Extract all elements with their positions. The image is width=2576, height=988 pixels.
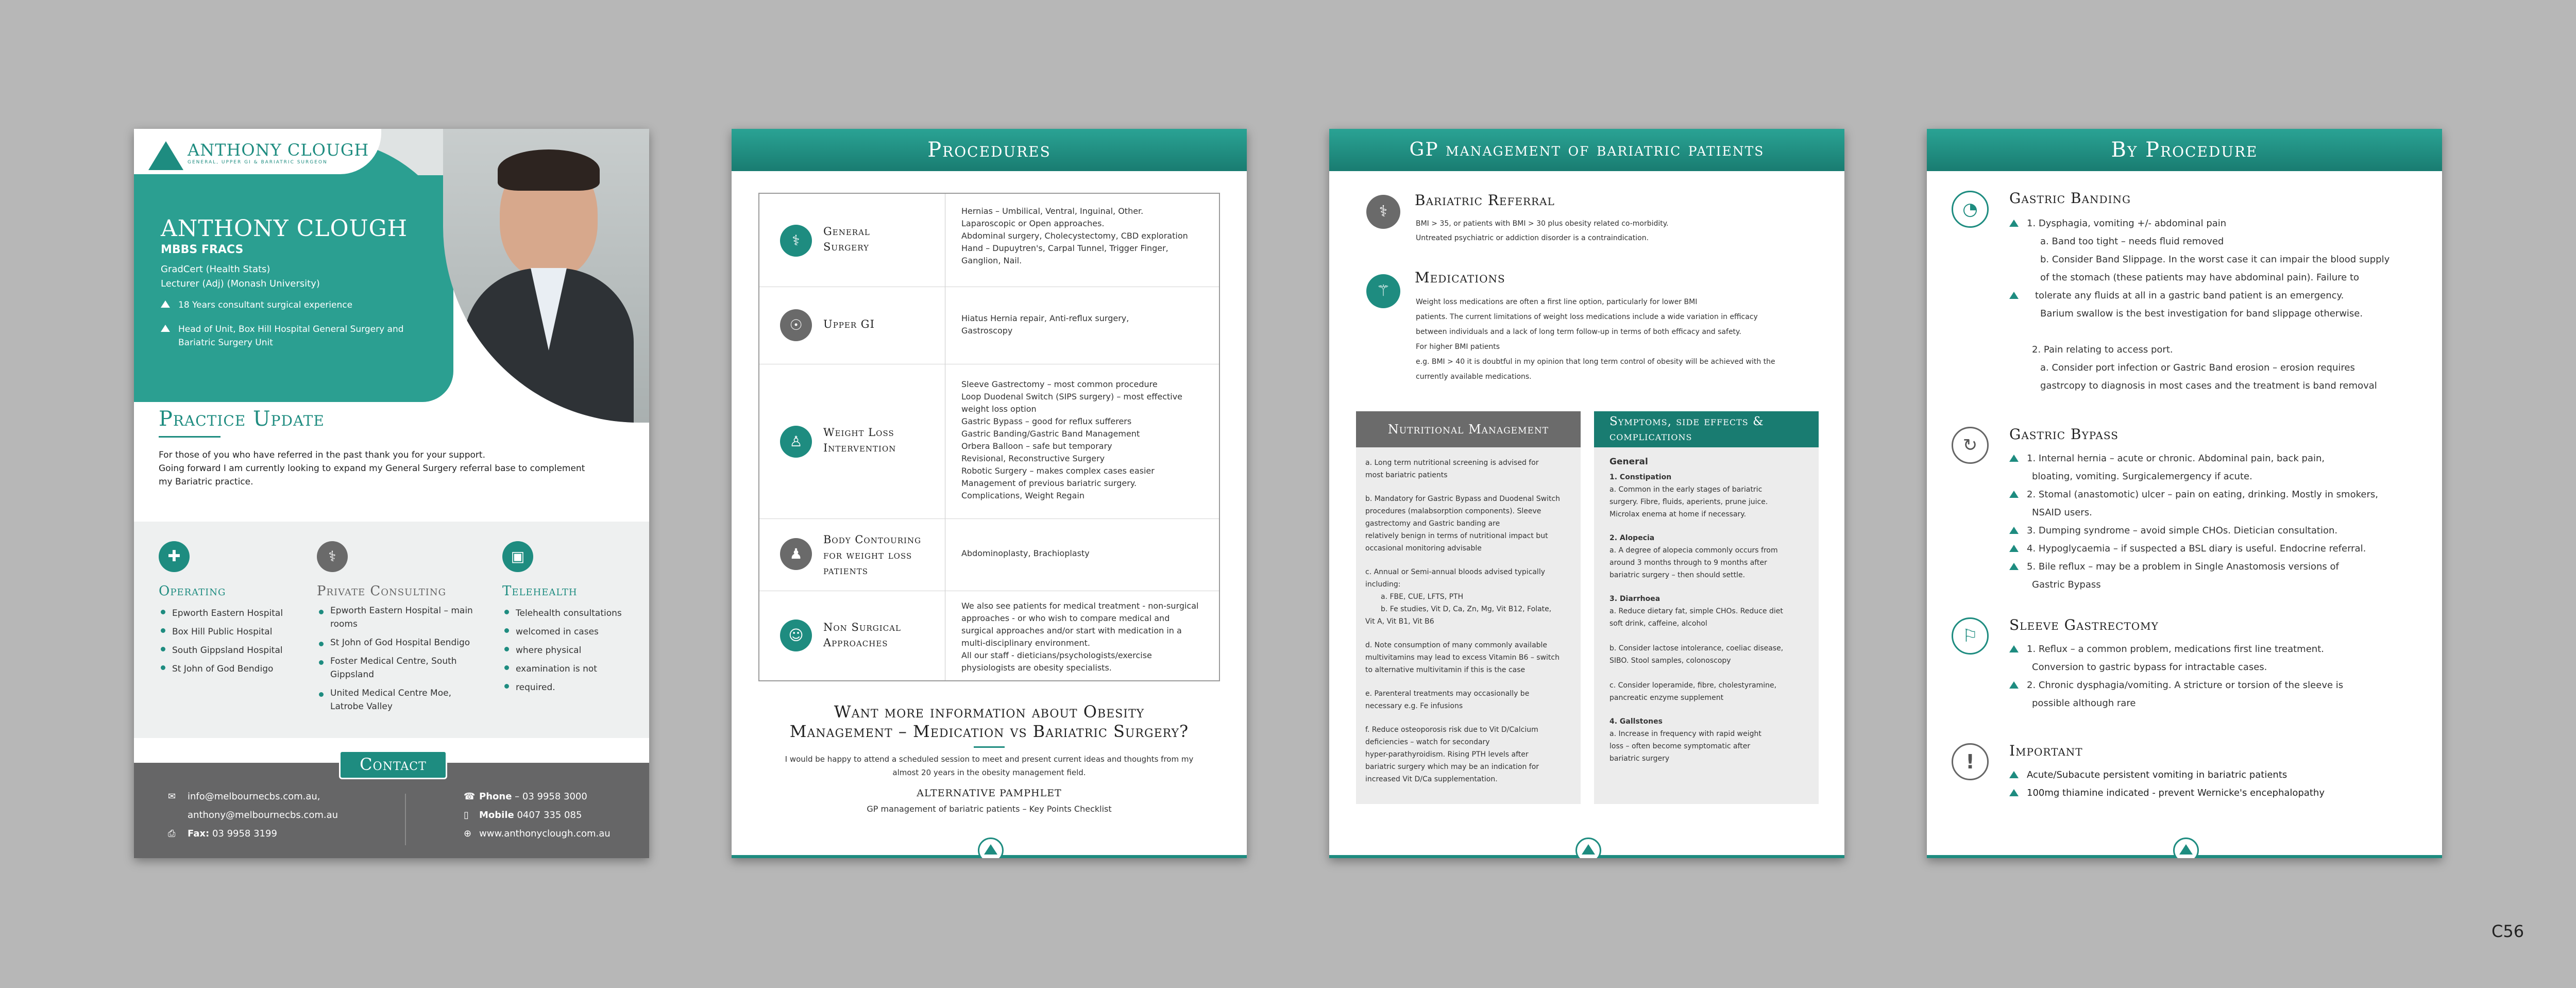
- table-row: [759, 287, 1219, 364]
- update-line-2: Going forward I am currently looking to expand my General Surgery referral base to complement: [159, 463, 585, 474]
- sleeve-body: 1. Reflux – a common problem, medications first line treatment. Conversion to gastric bypass for intractable cases. 2. Chronic dysphagia/vomiting. A stricture or torsion of the sleeve is possible although rare: [2009, 640, 2432, 712]
- list-item: Foster Medical Centre, South Gippsland: [317, 655, 487, 681]
- footer-logo-icon: [1575, 838, 1601, 858]
- nutrition-panel: [1356, 411, 1581, 804]
- bullet-tri-icon: [2009, 491, 2019, 498]
- tri-icon: [161, 325, 170, 332]
- list-item: Epworth Eastern Hospital – main rooms: [317, 604, 487, 631]
- nutrition-title: Nutritional Management: [1356, 411, 1581, 447]
- medications-icon: ⚚: [1366, 274, 1400, 308]
- consulting-list: [317, 604, 487, 713]
- sleeve-icon: ⚐: [1952, 617, 1989, 655]
- important-body: Acute/Subacute persistent vomiting in bariatric patients 100mg thiamine indicated - prevent Wernicke's encephalopathy: [2009, 766, 2432, 802]
- logo-box: [134, 129, 381, 174]
- globe-icon: ⊕: [464, 828, 472, 839]
- email-2[interactable]: anthony@melbournecbs.com.au: [188, 810, 338, 820]
- bullet-tri-icon: [2009, 563, 2019, 570]
- bypass-icon: ↻: [1952, 427, 1989, 464]
- col-private-consulting: [317, 541, 487, 713]
- bullet-tri-icon: [2009, 771, 2019, 778]
- nutrition-body: [1356, 447, 1581, 795]
- footer-logo-icon: [978, 838, 1004, 858]
- sym-section: 2. Alopecia a. A degree of alopecia commonly occurs from around 3 months through to 9 months after bariatric surgery – then should settle.: [1609, 534, 1778, 579]
- col-title-private: Private Consulting: [317, 583, 446, 599]
- fax-label: Fax:: [188, 828, 210, 839]
- page-by-procedure: [1927, 129, 2442, 858]
- page-gp-management: [1329, 129, 1844, 858]
- symptoms-panel: [1594, 411, 1819, 804]
- list-item: where physical: [502, 641, 641, 660]
- nut-para: a. Long term nutritional screening is advised for most bariatric patients: [1365, 459, 1539, 479]
- contact-left: [168, 788, 338, 843]
- phone-number[interactable]: – 03 9958 3000: [515, 791, 587, 802]
- bullet-tri-icon: [2009, 220, 2019, 227]
- page-title: By Procedure: [2111, 138, 2258, 162]
- bullet-tri-icon: [2009, 545, 2019, 552]
- sym-section: 4. Gallstones a. Increase in frequency with rapid weight loss – often become symptomatic after bariatric surgery: [1609, 717, 1761, 763]
- referral-text: BMI > 35, or patients with BMI > 30 plus obesity related co-morbidity. Untreated psychiatric or addiction disorder is a contraindication.: [1416, 220, 1669, 242]
- bullet-tri-icon: [2009, 455, 2019, 462]
- website-link[interactable]: www.anthonyclough.com.au: [479, 828, 611, 839]
- list-item: Epworth Eastern Hospital: [159, 604, 308, 623]
- practice-update-title: Practice Update: [159, 407, 325, 431]
- more-info-text: I would be happy to attend a scheduled session to meet and present current ideas and thoughts from my almost 20 years in the obesity management field.: [785, 755, 1194, 777]
- procedures-table: [758, 193, 1220, 681]
- phone-label: Phone: [479, 791, 512, 802]
- mobile-number[interactable]: 0407 335 085: [517, 810, 582, 820]
- nut-para: b. Mandatory for Gastric Bypass and Duodenal Switch procedures (malabsorption components). Sleeve gastrectomy and Gastric banding are relatively benign in terms of nutritional impact but occasional monitoring advisable: [1365, 495, 1561, 552]
- row-detail: Hernias – Umbilical, Ventral, Inguinal, Other. Laparoscopic or Open approaches. Abdominal surgery, Cholecystectomy, CBD exploration Hand – Dupuytren's, Carpal Tunnel, Trigger Finger, Ganglion, Nail.: [961, 206, 1188, 265]
- hospital-icon: ✚: [159, 541, 190, 572]
- list-item: South Gippsland Hospital: [159, 641, 308, 660]
- bullet-tri-icon: [2009, 789, 2019, 796]
- doctor-quals: MBBS FRACS: [161, 243, 244, 256]
- table-row: [759, 591, 1219, 680]
- bullet-tri-icon: [2009, 292, 2019, 299]
- sleeve-title: Sleeve Gastrectomy: [2009, 616, 2159, 633]
- row-detail: Sleeve Gastrectomy – most common procedure Loop Duodenal Switch (SIPS surgery) – most effective weight loss option Gastric Bypass – good for reflux sufferers Gastric Banding/Gastric Band Management Orbera Balloon – safe but temporary Revisional, Reconstructive Surgery Robotic Surgery – makes complex cases easier Management of previous bariatric surgery. Complications, Weight Regain: [961, 379, 1183, 500]
- doctor-lecturer: Lecturer (Adj) (Monash University): [161, 278, 320, 289]
- update-line-1: For those of you who have referred in the past thank you for your support.: [159, 450, 485, 460]
- banding-title: Gastric Banding: [2009, 190, 2131, 207]
- alt-pamphlet-title: ALTERNATIVE PAMPHLET: [917, 788, 1062, 799]
- col-title-operating: Operating: [159, 583, 226, 599]
- bullet-tri-icon: [2009, 681, 2019, 689]
- email-1[interactable]: info@melbournecbs.com.au,: [188, 791, 320, 802]
- medications-text: Weight loss medications are often a first line option, particularly for lower BMI patients. The current limitations of weight loss medications include a wide variation in efficacy between individuals and a lack of long term follow-up in terms of both efficacy and safety. For higher BMI patients e.g. BMI > 40 it is doubtful in my opinion that long term control of obesity will be achieved with the currently available medications.: [1416, 298, 1775, 381]
- non-surgical-icon: ☺: [780, 619, 812, 651]
- nut-para: f. Reduce osteoporosis risk due to Vit D/Calcium deficiencies – watch for secondary hyper-parathyroidism. Rising PTH levels after bariatric surgery which may be an indication for increased Vit D/Ca supplementation.: [1365, 726, 1539, 783]
- bullet-tri-icon: [2009, 527, 2019, 534]
- contact-right: [464, 788, 611, 843]
- table-row: [759, 518, 1219, 591]
- list-item: Box Hill Public Hospital: [159, 623, 308, 641]
- nut-para: d. Note consumption of many commonly available multivitamins may lead to excess Vitamin B6 – switch to alternative multivitamin if this is the case: [1365, 641, 1560, 674]
- bullet-tri-icon: [2009, 645, 2019, 652]
- more-info-rule: [974, 746, 1005, 748]
- photo-panel: [443, 129, 649, 423]
- row-name: Body Contouring for weight loss patients: [823, 533, 922, 577]
- logo-icon: [148, 141, 183, 170]
- row-name: Non Surgical Approaches: [823, 621, 901, 649]
- body-contouring-icon: ♟: [780, 538, 812, 570]
- col-title-telehealth: Telehealth: [502, 583, 578, 599]
- doctor-name: ANTHONY CLOUGH: [161, 215, 408, 242]
- list-item: required.: [502, 678, 641, 697]
- update-line-3: my Bariatric practice.: [159, 477, 253, 487]
- telehealth-icon: ▣: [502, 541, 533, 572]
- page-code-label: C56: [2492, 922, 2524, 941]
- consulting-icon: ⚕: [317, 541, 348, 572]
- head-text-2: Bariatric Surgery Unit: [178, 338, 273, 348]
- referral-title: Bariatric Referral: [1415, 192, 1555, 209]
- symptoms-title: Symptoms, side effects & complications: [1594, 411, 1819, 447]
- page-title: GP management of bariatric patients: [1409, 139, 1765, 160]
- contact-divider: [405, 794, 406, 845]
- page-procedures: [732, 129, 1247, 858]
- referral-icon: ⚕: [1366, 195, 1400, 229]
- logo-tagline: GENERAL, UPPER GI & BARIATRIC SURGEON: [188, 160, 328, 165]
- col-operating: [159, 541, 308, 678]
- medications-title: Medications: [1415, 269, 1505, 286]
- list-item: welcomed in cases: [502, 623, 641, 641]
- fax-number: 03 9958 3199: [212, 828, 277, 839]
- doctor-grad: GradCert (Health Stats): [161, 264, 270, 275]
- list-item: St John of God Hospital Bendigo: [317, 636, 487, 649]
- nut-para: e. Parenteral treatments may occasionally be necessary e.g. Fe infusions: [1365, 690, 1530, 710]
- page-practice-update: [134, 129, 649, 858]
- mobile-icon: ▯: [464, 810, 469, 820]
- important-icon: !: [1952, 743, 1989, 780]
- telehealth-list: [502, 604, 641, 697]
- update-text: [159, 448, 622, 489]
- fax-icon: ⎙: [168, 828, 176, 839]
- logo-name: ANTHONY CLOUGH: [188, 140, 369, 160]
- list-item: United Medical Centre Moe, Latrobe Valley: [317, 686, 487, 713]
- title-rule: [159, 436, 221, 438]
- col-telehealth: [502, 541, 641, 697]
- line: tolerate any fluids at all in a gastric band patient is an emergency.: [2009, 287, 2432, 305]
- row-name: General Surgery: [823, 225, 870, 253]
- head-line: [161, 323, 404, 349]
- line: 1. Dysphagia, vomiting +/- abdominal pain: [2009, 214, 2432, 232]
- bypass-title: Gastric Bypass: [2009, 426, 2119, 443]
- list-item: Telehealth consultations: [502, 604, 641, 623]
- row-detail: Abdominoplasty, Brachioplasty: [961, 548, 1090, 558]
- row-detail: We also see patients for medical treatment - non-surgical approaches - or who wish to compare medical and surgical approaches and/or start with medication in a multi-disciplinary environment. All our staff - dieticians/psychologists/exercise physiologists are obesity specialists.: [961, 601, 1199, 673]
- head-text-1: Head of Unit, Box Hill Hospital General Surgery and: [178, 324, 404, 334]
- row-name: Weight Loss Intervention: [823, 426, 896, 454]
- mail-icon: ✉: [168, 791, 176, 802]
- row-name: Upper GI: [823, 318, 875, 330]
- banding-body: 1. Dysphagia, vomiting +/- abdominal pain a. Band too tight – needs fluid removed b. Consider Band Slippage. In the worst case it can impair the blood supply of the stomach (these patients may have abdominal pain). Failure to tolerate any fluids at all in a gastric band patient is an emergency. Barium swallow is the best investigation for band slippage otherwise. 2. Pain relating to access port. a. Consider port infection or Gastric Band erosion – erosion requires gastrcopy to diagnosis in most cases and the treatment is band removal: [2009, 214, 2432, 395]
- page-title: Procedures: [927, 138, 1051, 162]
- sym-general: General: [1609, 457, 1648, 467]
- sym-section: 1. Constipation a. Common in the early stages of bariatric surgery. Fibre, fluids, aperients, prune juice. Microlax enema at home if necessary.: [1609, 473, 1768, 518]
- portrait-hair: [498, 149, 600, 191]
- exp-line: [161, 300, 352, 310]
- operating-list: [159, 604, 308, 678]
- symptoms-body: [1594, 447, 1819, 773]
- weight-loss-icon: ♙: [780, 426, 812, 458]
- list-item: St John of God Bendigo: [159, 660, 308, 678]
- table-row: [759, 194, 1219, 287]
- banding-icon: ◔: [1952, 191, 1989, 228]
- bypass-body: 1. Internal hernia – acute or chronic. Abdominal pain, back pain, bloating, vomiting. Surgicalemergency if acute. 2. Stomal (anastomotic) ulcer – pain on eating, drinking. Mostly in smokers, NSAID users. 3. Dumping syndrome – avoid simple CHOs. Dietician consultation. 4. Hypoglycaemia – if suspected a BSL diary is useful. Endocrine referral. 5. Bile reflux – may be a problem in Single Anastomosis versions of Gastric Bypass: [2009, 449, 2432, 594]
- sym-section: 3. Diarrhoea a. Reduce dietary fat, simple CHOs. Reduce diet soft drink, caffeine, alcohol b. Consider lactose intolerance, coeliac disease, SIBO. Stool samples, colonoscopy c. Consider loperamide, fibre, cholestyramine, pancreatic enzyme supplement: [1609, 595, 1784, 702]
- table-row: [759, 364, 1219, 519]
- important-title: Important: [2009, 742, 2083, 759]
- footer-logo-icon: [2173, 838, 2199, 858]
- general-surgery-icon: ⚕: [780, 225, 812, 257]
- tri-icon: [161, 300, 170, 308]
- alt-pamphlet-text: GP management of bariatric patients – Key Points Checklist: [867, 804, 1112, 814]
- mobile-label: Mobile: [479, 810, 514, 820]
- contact-heading: Contact: [339, 750, 447, 779]
- nut-para: c. Annual or Semi-annual bloods advised typically including: a. FBE, CUE, LFTS, PTH b. Fe studies, Vit D, Ca, Zn, Mg, Vit B12, Folate, Vit A, Vit B1, Vit B6: [1365, 568, 1552, 626]
- more-info-heading: Want more information about Obesity Management – Medication vs Bariatric Surgery?: [789, 702, 1189, 741]
- row-detail: Hiatus Hernia repair, Anti-reflux surgery, Gastroscopy: [961, 313, 1129, 336]
- exp-text: 18 Years consultant surgical experience: [178, 300, 353, 310]
- list-item: examination is not: [502, 660, 641, 678]
- phone-icon: ☎: [464, 791, 476, 802]
- upper-gi-icon: ☉: [780, 309, 812, 341]
